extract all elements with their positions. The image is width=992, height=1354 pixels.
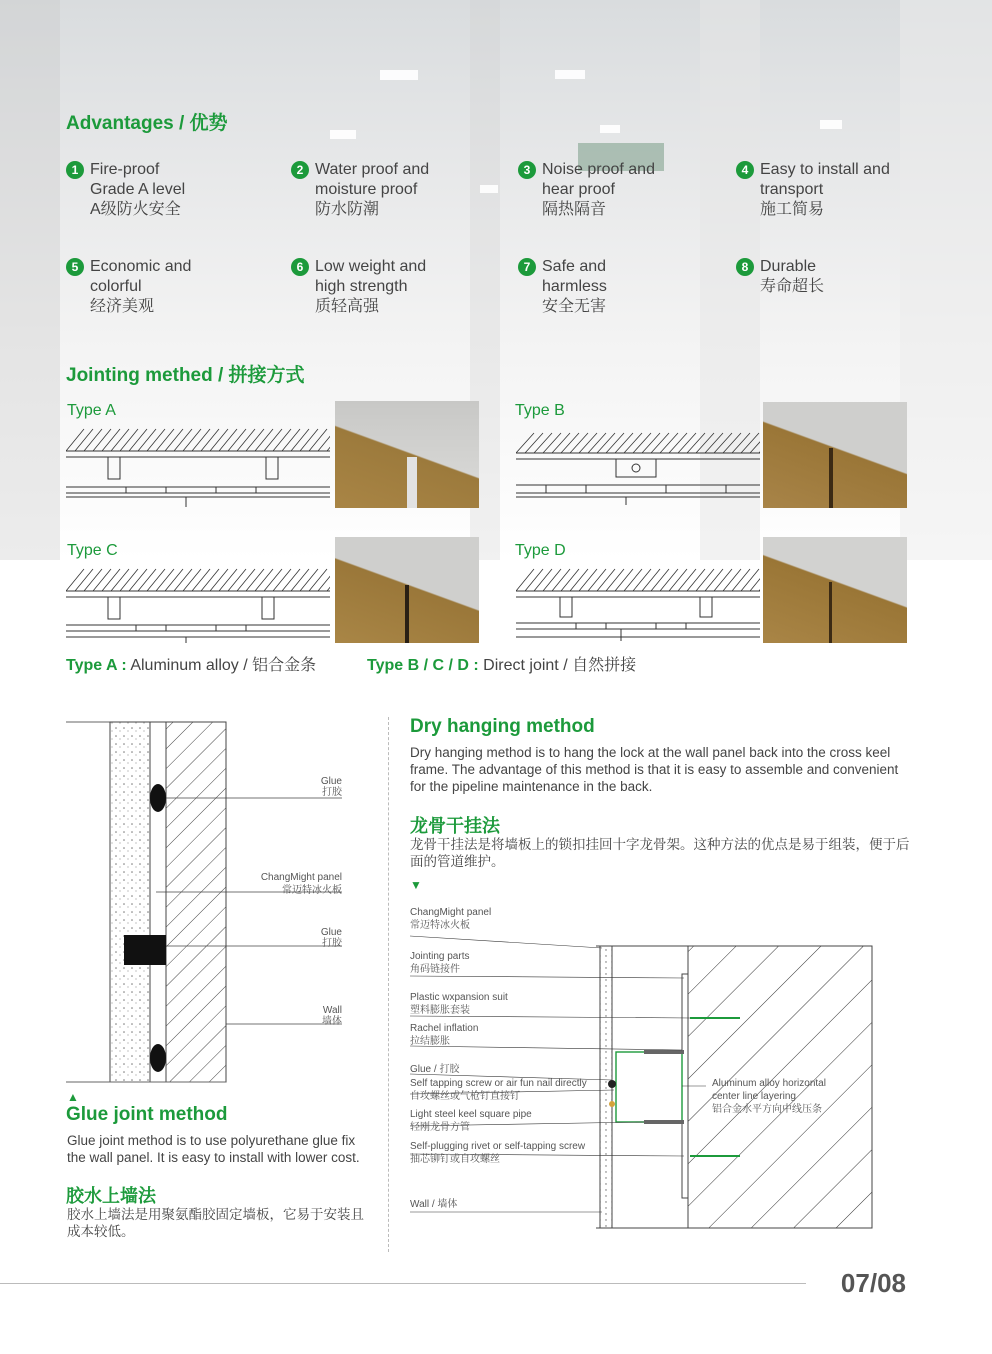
advantages-title: Advantages / 优势 [66, 113, 228, 134]
hatch-line [237, 569, 255, 591]
dry-desc-cn: 龙骨干挂法是将墙板上的锁扣挂回十字龙骨架。这种方法的优点是易于组装，便于后面的管道维护。 [410, 837, 910, 869]
hatch-line [714, 569, 732, 591]
dry-label-en: Rachel inflation [410, 1023, 479, 1034]
dry-label-en: Glue / 打胶 [410, 1064, 460, 1075]
wall-cn: 墙体 [322, 1016, 342, 1027]
dry-label [410, 906, 491, 932]
glue-joint-diagram [66, 710, 366, 1090]
hatch-line [156, 569, 174, 591]
hatch-line [660, 433, 678, 453]
hatch-line [165, 569, 183, 591]
hatch-line [192, 429, 210, 451]
vertical-divider [388, 717, 389, 1252]
hatch-line [300, 569, 318, 591]
hatch-line [201, 429, 219, 451]
dry-label [410, 950, 469, 976]
hatch-line [552, 569, 570, 591]
caption-a-label: Type A : [66, 657, 127, 674]
advantage-text [542, 160, 655, 220]
hatch-line [615, 569, 633, 591]
advantage-text [760, 257, 824, 297]
glue-title-cn: 胶水上墙法 [66, 1186, 156, 1206]
hatch-line [642, 569, 660, 591]
hatch-line [687, 433, 705, 453]
dry-label [410, 1198, 457, 1211]
hatch-line [156, 429, 174, 451]
advantage-line: Grade A level [90, 181, 186, 198]
caption-bcd-text: Direct joint / 自然拼接 [478, 657, 637, 674]
advantage-text [90, 160, 185, 220]
dry-label-en: Jointing parts [410, 951, 470, 962]
dry-label [410, 991, 508, 1017]
hatch-line [696, 569, 714, 591]
caption-a-text: Aluminum alloy / 铝合金条 [126, 657, 317, 674]
dry-label-en: Plastic wxpansion suit [410, 992, 508, 1003]
hatch-line [669, 433, 687, 453]
hatch-line [102, 569, 120, 591]
type-b-label: Type B [515, 402, 565, 419]
advantage-line: Easy to install and [760, 161, 890, 178]
hatch-line [273, 569, 291, 591]
hatch-line [750, 569, 760, 591]
dry-label-cn: 抽芯铆钉或自攻螺丝 [410, 1154, 500, 1165]
hatch-line [705, 433, 723, 453]
dry-label-en: ChangMight panel [410, 907, 492, 918]
advantage-line: moisture proof [315, 181, 418, 198]
hatch-line [219, 569, 237, 591]
glue-marker-icon: ▲ [67, 1090, 79, 1104]
dry-desc: Dry hanging method is to hang the lock at the wall panel back into the cross keel frame. The advantage of this method is that it is easy to assemble and convenient for the pipeline maintenance in the back. [410, 745, 899, 794]
hatch-line [120, 569, 138, 591]
hatch-line [561, 433, 579, 453]
dry-title: Dry hanging method [410, 716, 595, 737]
hatch-line [309, 429, 327, 451]
glue-label-1 [290, 776, 342, 798]
advantage-line: 防水防潮 [315, 201, 380, 218]
dry-label [410, 1140, 585, 1166]
dry-label-cn: 常迈特冰火板 [410, 920, 470, 931]
dry-label-cn: 自攻螺丝或气枪钉直接钉 [410, 1091, 520, 1102]
hatch-line [129, 429, 147, 451]
dry-label-cn: 拉结膨胀 [410, 1036, 450, 1047]
hatch-line [516, 569, 534, 591]
type-c-diagram [66, 565, 330, 647]
hatch-line [624, 569, 642, 591]
advantage-line: Fire-proof [90, 161, 160, 178]
hatch-line [210, 569, 228, 591]
glue-desc: Glue joint method is to use polyurethane glue fix the wall panel. It is easy to install with lower cost. [67, 1133, 360, 1165]
glue-label-panel [212, 871, 342, 897]
hatch-line [192, 569, 210, 591]
advantage-number-badge: 7 [518, 258, 536, 276]
hatch-line [246, 429, 264, 451]
type-b-photo [763, 402, 907, 508]
advantage-line: Durable [760, 258, 817, 275]
advantage-line: Economic and [90, 258, 192, 275]
hatch-line [255, 569, 273, 591]
hatch-line [696, 433, 714, 453]
advantage-line: 质轻高强 [315, 298, 380, 315]
advantage-line: Water proof and [315, 161, 430, 178]
advantage-number-badge: 4 [736, 161, 754, 179]
hatch-line [174, 569, 192, 591]
jointing-title: Jointing methed / 拼接方式 [66, 365, 305, 386]
wall-en: Wall [322, 1005, 342, 1016]
hatch-line [732, 569, 750, 591]
hatch-line [552, 433, 570, 453]
glue2-cn: 打胶 [322, 938, 342, 949]
advantage-line: transport [760, 181, 824, 198]
dry-label-cn: 塑料膨胀套装 [410, 1005, 470, 1016]
hatch-line [66, 429, 84, 451]
hatch-line [669, 569, 687, 591]
caption-bcd-label: Type B / C / D : [367, 657, 479, 674]
hatch-line [723, 569, 741, 591]
hatch-line [732, 433, 750, 453]
glue2-en: Glue [320, 927, 342, 938]
type-c-label: Type C [67, 542, 118, 559]
alu-line-1: Aluminum alloy horizontal [712, 1078, 826, 1089]
hatch-line [633, 433, 651, 453]
advantage-number-badge: 5 [66, 258, 84, 276]
hatch-line [651, 569, 669, 591]
hatch-line [93, 569, 111, 591]
hatch-line [201, 569, 219, 591]
hatch-line [642, 433, 660, 453]
type-b-diagram [516, 425, 760, 510]
hatch-line [102, 429, 120, 451]
hatch-line [543, 433, 561, 453]
hatch-line [165, 429, 183, 451]
glue1-cn: 打胶 [322, 787, 342, 798]
hatch-line [111, 429, 129, 451]
dry-label [410, 1077, 587, 1103]
advantage-text [90, 257, 191, 317]
hatch-line [264, 429, 282, 451]
hatch-line [120, 429, 138, 451]
hatch-line [291, 429, 309, 451]
dry-label-en: Wall / 墙体 [410, 1199, 458, 1210]
dry-marker-icon: ▼ [410, 878, 422, 892]
hatch-line [228, 569, 246, 591]
hatch-line [561, 569, 579, 591]
advantage-line: Noise proof and [542, 161, 655, 178]
hatch-line [723, 433, 741, 453]
panel-en: ChangMight panel [260, 872, 342, 883]
dry-title-cn: 龙骨干挂法 [410, 816, 500, 836]
hatch-line [138, 569, 156, 591]
dry-label-en: Self-plugging rivet or self-tapping screw [410, 1141, 586, 1152]
hatch-line [525, 569, 543, 591]
advantage-line: hear proof [542, 181, 615, 198]
hatch-line [660, 569, 678, 591]
type-d-diagram [516, 565, 760, 647]
hatch-line [264, 569, 282, 591]
hatch-line [570, 433, 588, 453]
alu-line-3: 铝合金水平方向中线压条 [712, 1104, 822, 1115]
hatch-line [543, 569, 561, 591]
glue-label-wall [290, 1005, 342, 1027]
advantage-line: harmless [542, 278, 607, 295]
hatch-line [291, 569, 309, 591]
hatch-line [570, 569, 588, 591]
advantage-line: colorful [90, 278, 142, 295]
type-d-label: Type D [515, 542, 566, 559]
advantage-text [542, 257, 607, 317]
hatch-line [534, 569, 552, 591]
caption-type-bcd [367, 652, 636, 675]
hatch-line [741, 569, 759, 591]
hatch-line [588, 433, 606, 453]
advantage-number-badge: 3 [518, 161, 536, 179]
hatch-line [129, 569, 147, 591]
caption-type-a [66, 652, 316, 675]
hatch-line [597, 433, 615, 453]
hatch-line [615, 433, 633, 453]
advantage-line: A级防火安全 [90, 201, 181, 218]
dry-label [410, 1108, 532, 1134]
hatch-line [624, 433, 642, 453]
hatch-line [597, 569, 615, 591]
hatch-line [183, 429, 201, 451]
hatch-line [147, 429, 165, 451]
advantage-line: high strength [315, 278, 408, 295]
hatch-line [525, 433, 543, 453]
hatch-line [633, 569, 651, 591]
hatch-line [75, 429, 93, 451]
advantage-line: 施工简易 [760, 201, 825, 218]
hatch-line [66, 569, 84, 591]
advantage-text [760, 160, 890, 220]
advantage-text [315, 160, 429, 220]
hatch-line [750, 433, 760, 453]
hatch-line [111, 569, 129, 591]
advantage-line: Low weight and [315, 258, 427, 275]
advantage-line: 隔热隔音 [542, 201, 607, 218]
hatch-line [300, 429, 318, 451]
hatch-line [579, 569, 597, 591]
hatch-line [174, 429, 192, 451]
hatch-line [534, 433, 552, 453]
hatch-line [138, 429, 156, 451]
hatch-line [219, 429, 237, 451]
type-a-photo [335, 401, 479, 508]
hatch-line [588, 569, 606, 591]
glue1-en: Glue [320, 776, 342, 787]
dry-label-cn: 角码链接件 [410, 964, 460, 975]
hatch-line [93, 429, 111, 451]
hatch-line [246, 569, 264, 591]
advantage-number-badge: 8 [736, 258, 754, 276]
hatch-line [147, 569, 165, 591]
glue-desc-cn: 胶水上墙法是用聚氨酯胶固定墙板，它易于安装且成本较低。 [67, 1207, 364, 1239]
hatch-line [282, 569, 300, 591]
dry-label-en: Self tapping screw or air fun nail directly [410, 1078, 587, 1089]
hatch-line [714, 433, 732, 453]
hatch-line [210, 429, 228, 451]
type-a-label: Type A [67, 402, 116, 419]
advantage-line: Safe and [542, 258, 607, 275]
advantage-number-badge: 2 [291, 161, 309, 179]
hatch-line [651, 433, 669, 453]
panel-cn: 常迈特冰火板 [282, 885, 342, 896]
page-number: 07/08 [840, 1268, 906, 1298]
dry-label-en: Light steel keel square pipe [410, 1109, 532, 1120]
hatch-line [705, 569, 723, 591]
hatch-line [84, 569, 102, 591]
hatch-line [282, 429, 300, 451]
footer-rule [0, 1283, 806, 1284]
glue-label-2 [290, 927, 342, 949]
alu-label [712, 1077, 826, 1116]
type-d-photo [763, 537, 907, 643]
hatch-line [516, 433, 534, 453]
hatch-line [273, 429, 291, 451]
hatch-line [183, 569, 201, 591]
type-a-diagram [66, 425, 330, 510]
hatch-line [678, 433, 696, 453]
hatch-line [228, 429, 246, 451]
hatch-line [678, 569, 696, 591]
hatch-line [84, 429, 102, 451]
hatch-line [579, 433, 597, 453]
advantage-line: 寿命超长 [760, 278, 825, 295]
hatch-line [237, 429, 255, 451]
dry-label [410, 1022, 478, 1048]
dry-hanging-diagram [400, 900, 930, 1252]
glue-title: Glue joint method [66, 1104, 228, 1125]
dry-label-cn: 轻刚龙骨方管 [410, 1122, 470, 1133]
hatch-line [309, 569, 327, 591]
advantage-line: 经济美观 [90, 298, 155, 315]
type-c-photo [335, 537, 479, 643]
alu-line-2: center line layering [712, 1091, 796, 1102]
advantage-text [315, 257, 426, 317]
hatch-line [255, 429, 273, 451]
hatch-line [687, 569, 705, 591]
dry-label [410, 1063, 459, 1076]
hatch-line [741, 433, 759, 453]
hatch-line [606, 569, 624, 591]
advantage-number-badge: 6 [291, 258, 309, 276]
hatch-line [606, 433, 624, 453]
hatch-line [75, 569, 93, 591]
advantage-line: 安全无害 [542, 298, 607, 315]
advantage-number-badge: 1 [66, 161, 84, 179]
